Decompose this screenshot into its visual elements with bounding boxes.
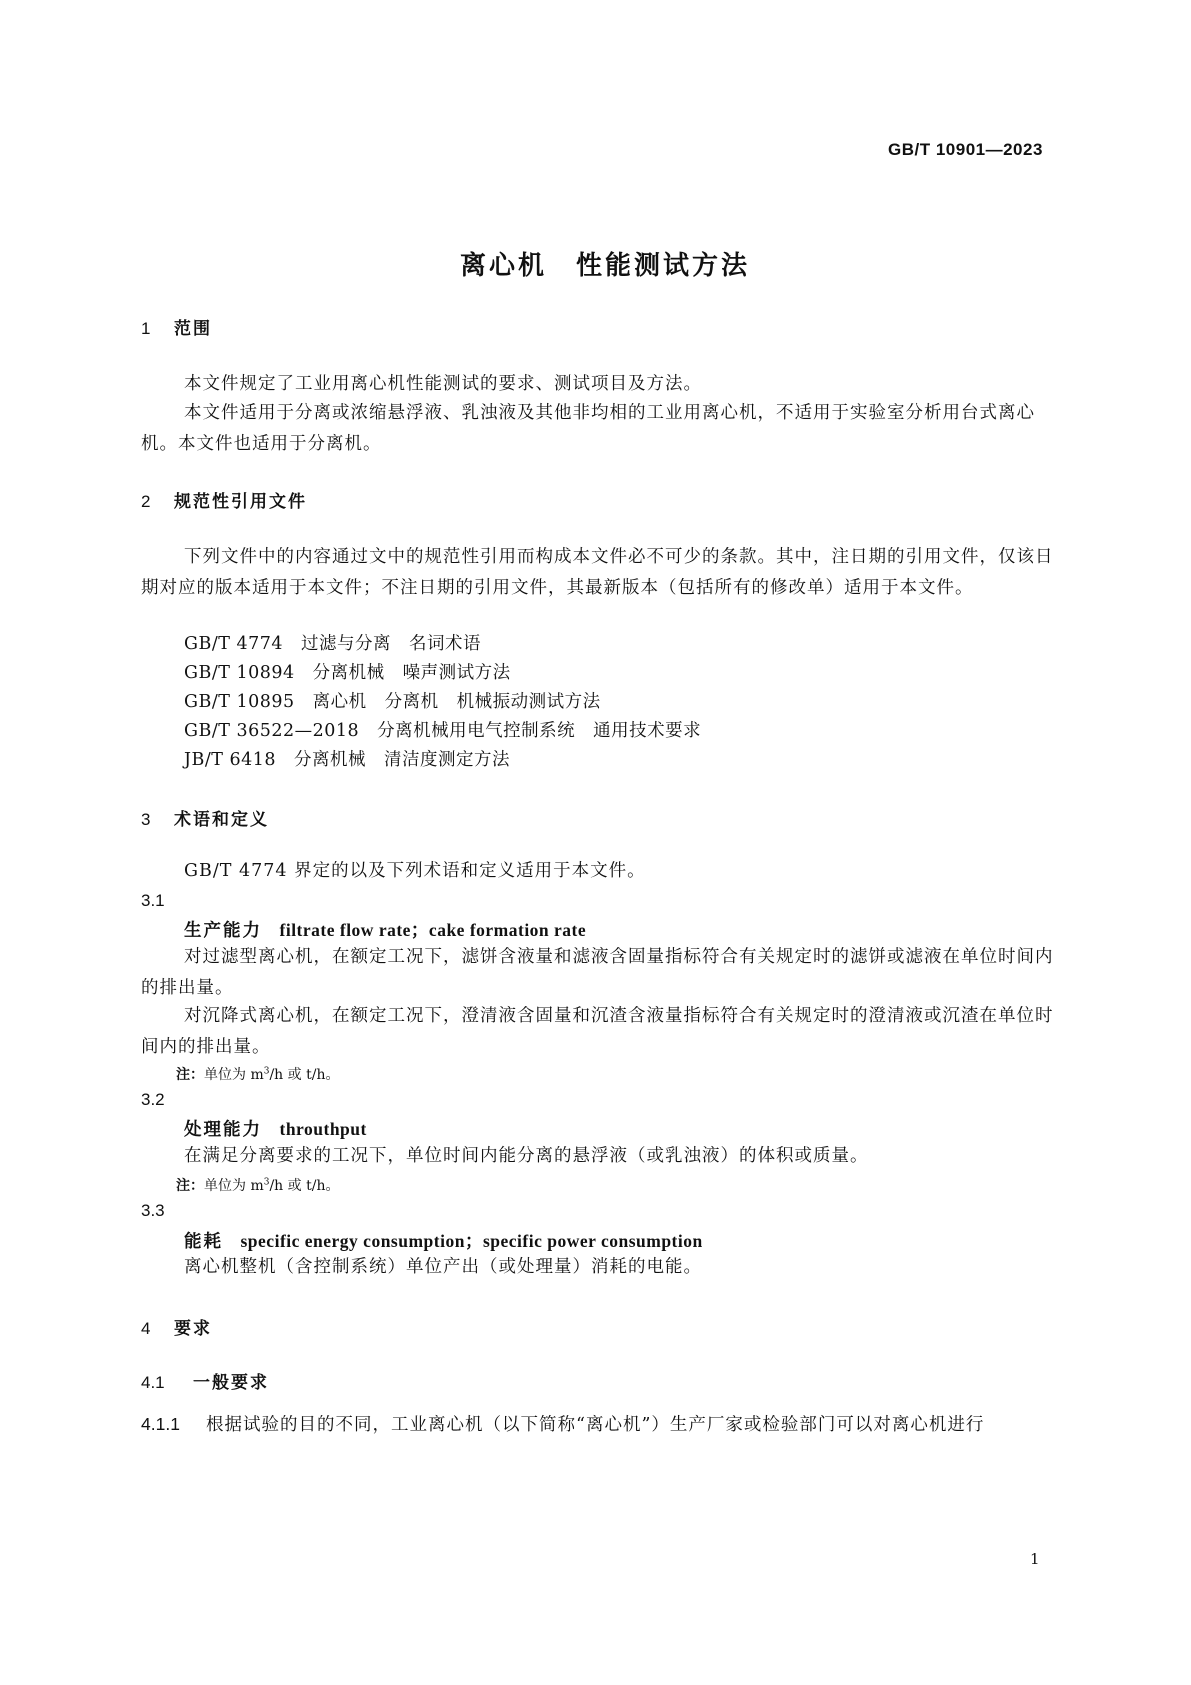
term-en: filtrate flow rate；cake formation rate: [279, 920, 587, 940]
reference-item: GB/T 4774 过滤与分离 名词术语: [184, 634, 482, 654]
note: [176, 1064, 339, 1084]
standard-code: GB/T 10901—2023: [888, 140, 1043, 159]
term-entry: [184, 917, 586, 942]
paragraph: 对沉降式离心机，在额定工况下，澄清液含固量和沉渣含液量指标符合有关规定时的澄清液或沉渣在单位时间内的排出量。: [141, 1006, 1054, 1057]
note: [176, 1175, 339, 1195]
subsection-number: 4.1: [141, 1373, 165, 1392]
reference-item: GB/T 10895 离心机 分离机 机械振动测试方法: [184, 692, 601, 712]
subsection-heading: [141, 1368, 269, 1393]
section-title: 规范性引用文件: [174, 492, 307, 512]
paragraph: 本文件适用于分离或浓缩悬浮液、乳浊液及其他非均相的工业用离心机，不适用于实验室分析用台式离心机。本文件也适用于分离机。: [141, 403, 1035, 454]
subsubsection-text: 根据试验的目的不同，工业离心机（以下简称“离心机”）生产厂家或检验部门可以对离心机进行: [206, 1415, 985, 1435]
subsection-title: 一般要求: [193, 1373, 269, 1393]
term-zh: 生产能力: [184, 921, 262, 941]
section-4-heading: [141, 1314, 212, 1339]
paragraph: 离心机整机（含控制系统）单位产出（或处理量）消耗的电能。: [184, 1257, 702, 1277]
paragraph: 在满足分离要求的工况下，单位时间内能分离的悬浮液（或乳浊液）的体积或质量。: [184, 1146, 869, 1166]
note-text: /h 或 t/h。: [269, 1178, 340, 1194]
term-zh: 能耗: [184, 1232, 223, 1252]
clause-number: 3.3: [141, 1201, 165, 1220]
note-superscript: 3: [263, 1177, 270, 1188]
section-number: 2: [141, 492, 151, 511]
note-text: /h 或 t/h。: [269, 1067, 340, 1083]
reference-item: GB/T 36522—2018 分离机械用电气控制系统 通用技术要求: [184, 721, 702, 741]
term-entry: [184, 1116, 367, 1141]
note-label: 注：: [176, 1067, 204, 1083]
document-title: 离心机 性能测试方法: [459, 251, 750, 281]
note-text: 单位为 m: [204, 1178, 264, 1194]
paragraph: GB/T 4774 界定的以及下列术语和定义适用于本文件。: [184, 861, 646, 881]
clause-number: 3.2: [141, 1090, 165, 1109]
term-en: throuthput: [279, 1119, 367, 1139]
subsubsection-number: 4.1.1: [141, 1414, 180, 1434]
reference-item: JB/T 6418 分离机械 清洁度测定方法: [184, 750, 511, 770]
paragraph: 本文件规定了工业用离心机性能测试的要求、测试项目及方法。: [184, 374, 702, 394]
section-3-heading: [141, 805, 269, 830]
note-text: 单位为 m: [204, 1067, 264, 1083]
note-label: 注：: [176, 1178, 204, 1194]
section-2-heading: [141, 487, 307, 512]
section-title: 术语和定义: [174, 810, 269, 830]
section-number: 4: [141, 1319, 151, 1338]
term-en: specific energy consumption；specific power consumption: [240, 1231, 703, 1251]
term-zh: 处理能力: [184, 1120, 262, 1140]
section-number: 1: [141, 319, 151, 338]
note-superscript: 3: [263, 1066, 270, 1077]
section-title: 要求: [174, 1319, 212, 1339]
page-number: 1: [1030, 1550, 1040, 1568]
section-title: 范围: [174, 319, 212, 339]
section-number: 3: [141, 810, 151, 829]
paragraph: 对过滤型离心机，在额定工况下，滤饼含液量和滤液含固量指标符合有关规定时的滤饼或滤液在单位时间内的排出量。: [141, 947, 1054, 998]
section-1-heading: [141, 314, 212, 339]
term-entry: [184, 1228, 703, 1253]
subsubsection: [141, 1411, 984, 1436]
reference-item: GB/T 10894 分离机械 噪声测试方法: [184, 663, 511, 683]
clause-number: 3.1: [141, 891, 165, 910]
paragraph: 下列文件中的内容通过文中的规范性引用而构成本文件必不可少的条款。其中，注日期的引用文件，仅该日期对应的版本适用于本文件；不注日期的引用文件，其最新版本（包括所有的修改单）适用于本文件。: [141, 547, 1054, 598]
